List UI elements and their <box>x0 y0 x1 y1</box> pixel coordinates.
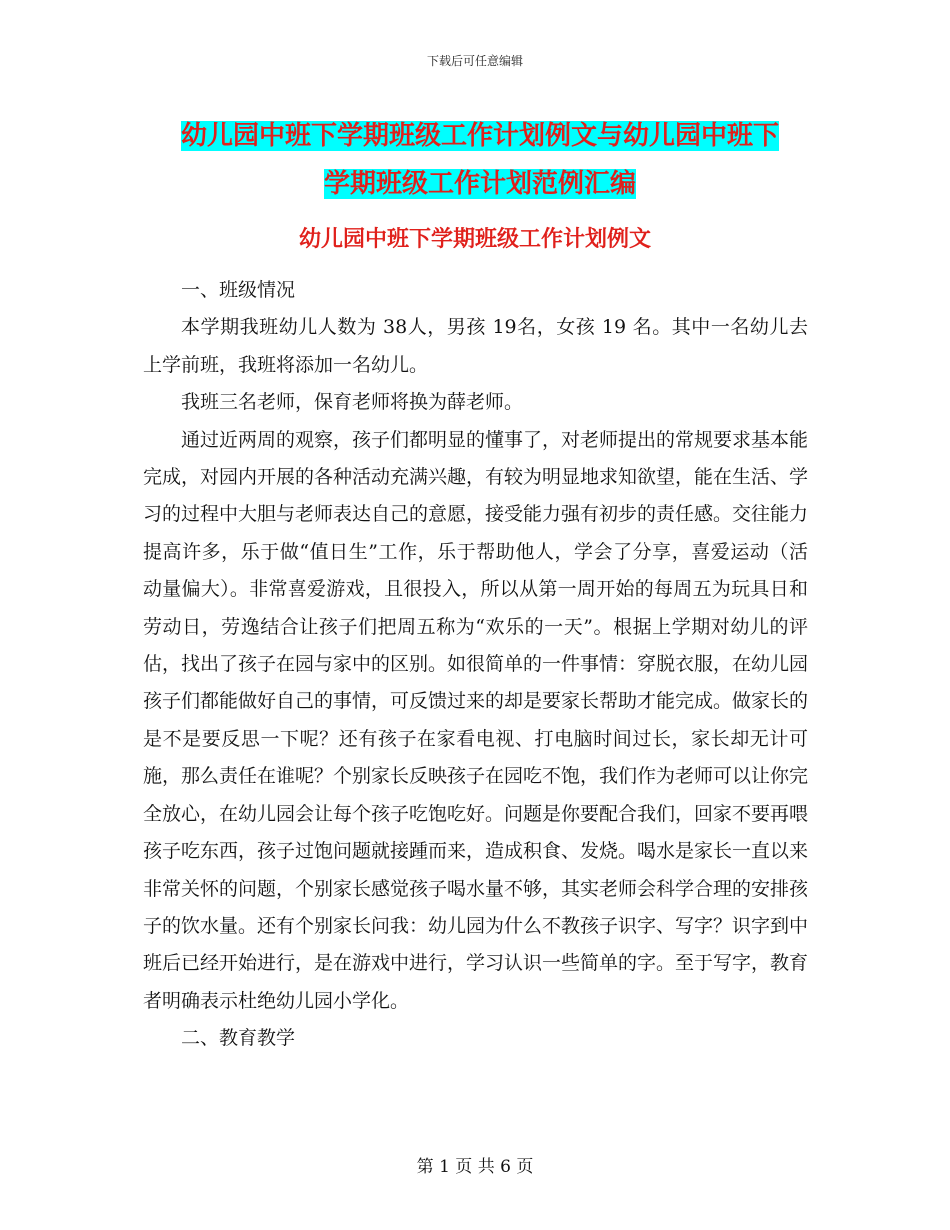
document-title <box>150 112 810 208</box>
document-body <box>143 272 808 1058</box>
paragraph-teachers: 我班三名老师，保育老师将换为薛老师。 <box>181 391 524 414</box>
paragraph-heading-education: 二、教育教学 <box>181 1027 296 1050</box>
section-title: 幼儿园中班下学期班级工作计划例文 <box>298 227 651 252</box>
paragraph-heading-class-situation: 一、班级情况 <box>181 279 296 301</box>
header-note: 下载后可任意编辑 <box>426 54 523 68</box>
title-line-2: 学期班级工作计划范例汇编 <box>323 169 636 199</box>
page-footer: 第 1 页 共 6 页 <box>416 1157 534 1177</box>
paragraph-enrollment: 本学期我班幼儿人数为 38人，男孩 19名，女孩 19 名。其中一名幼儿去上学前班，我班将添加一名幼儿。 <box>143 316 808 376</box>
title-line-1: 幼儿园中班下学期班级工作计划例文与幼儿园中班下 <box>180 121 779 151</box>
paragraph-observation: 通过近两周的观察，孩子们都明显的懂事了，对老师提出的常规要求基本能完成，对园内开展的各种活动充满兴趣，有较为明显地求知欲望，能在生活、学习的过程中大胆与老师表达自己的意愿，接受能力强有初步的责任感。交往能力提高许多，乐于做“值日生”工作，乐于帮助他人，学会了分享，喜爱运动（活动量偏大）。非常喜爱游戏，且很投入，所以从第一周开始的每周五为玩具日和劳动日，劳逸结合让孩子们把周五称为“欢乐的一天”。根据上学期对幼儿的评估，找出了孩子在园与家中的区别。如很简单的一件事情：穿脱衣服，在幼儿园孩子们都能做好自己的事情，可反馈过来的却是要家长帮助才能完成。做家长的是不是要反思一下呢？还有孩子在家看电视、打电脑时间过长，家长却无计可施，那么责任在谁呢？个别家长反映孩子在园吃不饱，我们作为老师可以让你完全放心，在幼儿园会让每个孩子吃饱吃好。问题是你要配合我们，回家不要再喂孩子吃东西，孩子过饱问题就接踵而来，造成积食、发烧。喝水是家长一直以来非常关怀的问题，个别家长感觉孩子喝水量不够，其实老师会科学合理的安排孩子的饮水量。还有个别家长问我：幼儿园为什么不教孩子识字、写字？识字到中班后已经开始进行，是在游戏中进行，学习认识一些简单的字。至于写字，教育者明确表示杜绝幼儿园小学化。 <box>143 428 809 1012</box>
